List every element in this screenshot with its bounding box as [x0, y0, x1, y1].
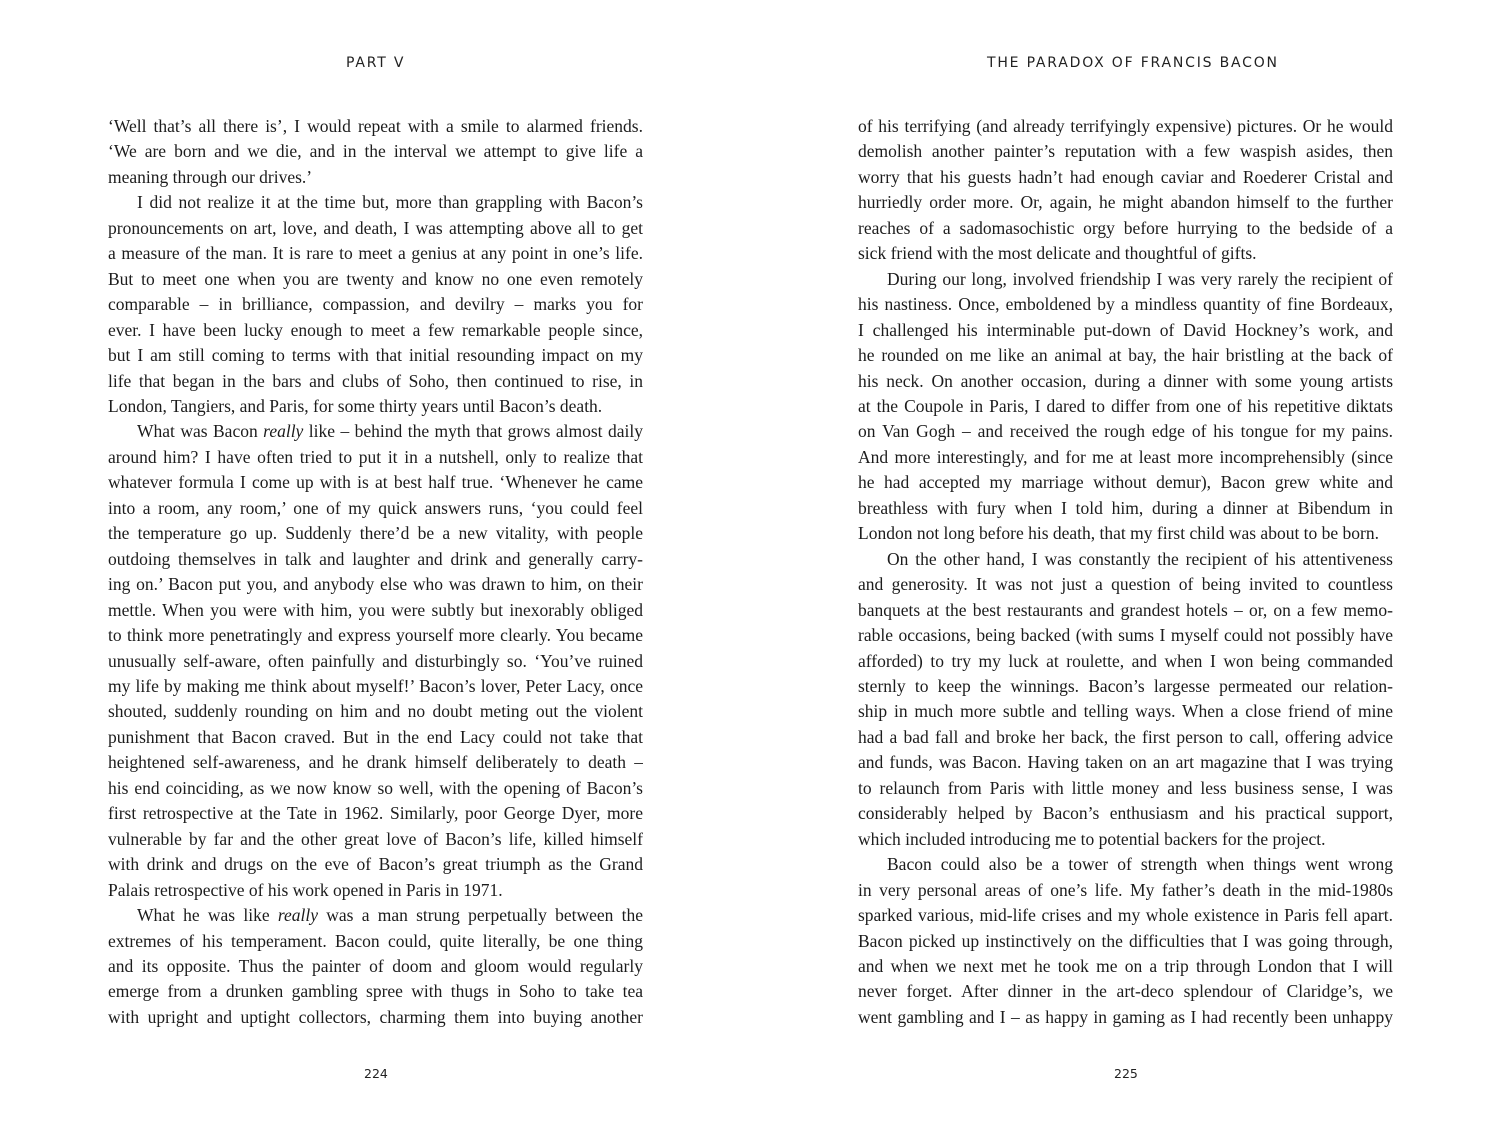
text-line: meaning through our drives.’ [108, 166, 313, 187]
text-line: emerge from a drunken gambling spree with thugs in Soho to take tea [108, 981, 643, 1002]
text-line: afforded) to try my luck at roulette, and when I won being commanded [858, 650, 1393, 671]
text-line: ever. I have been lucky enough to meet a few remarkable people since, [108, 319, 643, 340]
text-line: his end coinciding, as we now know so well, with the opening of Bacon’s [108, 777, 643, 798]
text-line: the temperature go up. Suddenly there’d be a new vitality, with people [108, 523, 643, 544]
text-line: rable occasions, being backed (with sums I myself could not possibly have [858, 625, 1393, 646]
text-line: had a bad fall and broke her back, the first person to call, offering advice [858, 726, 1393, 747]
text-line: sparked various, mid-life crises and my whole existence in Paris fell apart. [858, 905, 1393, 926]
text-line: on Van Gogh – and received the rough edge of his tongue for my pains. [858, 421, 1393, 442]
text-line: I challenged his interminable put-down of David Hockney’s work, and [858, 319, 1393, 340]
text-line: heightened self-awareness, and he drank himself deliberately to death – [108, 752, 643, 773]
text-line: During our long, involved friendship I was very rarely the recipient of [887, 268, 1393, 289]
page-number-left: 224 [364, 1066, 388, 1081]
text-line: On the other hand, I was constantly the recipient of his attentiveness [887, 548, 1393, 569]
text-line: ing on.’ Bacon put you, and anybody else who was drawn to him, on their [108, 574, 643, 595]
text-line: and generosity. It was not just a question of being invited to countless [858, 574, 1393, 595]
text-line: And more interestingly, and for me at least more incomprehensibly (since [858, 446, 1393, 467]
text-line: unusually self-aware, often painfully and disturbingly so. ‘You’ve ruined [108, 650, 643, 671]
text-line: a measure of the man. It is rare to meet a genius at any point in one’s life. [108, 243, 643, 264]
text-line: But to meet one when you are twenty and know no one even remotely [108, 268, 643, 289]
text-line: I did not realize it at the time but, more than grappling with Bacon’s [137, 192, 643, 213]
text-line: comparable – in brilliance, compassion, and devilry – marks you for [108, 294, 643, 315]
text-line: What was Bacon really like – behind the myth that grows almost daily [137, 421, 643, 442]
text-line: ‘We are born and we die, and in the interval we attempt to give life a [108, 141, 643, 162]
text-line: at the Coupole in Paris, I dared to differ from one of his repetitive diktats [858, 395, 1393, 416]
text-line: went gambling and I – as happy in gaming as I had recently been unhappy [858, 1006, 1393, 1027]
text-line: to think more penetratingly and express yourself more clearly. You became [108, 625, 643, 646]
text-line: and its opposite. Thus the painter of doom and gloom would regularly [108, 955, 643, 976]
running-head-right: THE PARADOX OF FRANCIS BACON [987, 55, 1279, 71]
text-line: to relaunch from Paris with little money and less business sense, I was [858, 777, 1393, 798]
text-line: Palais retrospective of his work opened in Paris in 1971. [108, 879, 503, 900]
text-line: he had accepted my marriage without demur), Bacon grew white and [858, 472, 1393, 493]
text-line: shouted, suddenly rounding on him and no doubt meting out the violent [108, 701, 643, 722]
text-line: his neck. On another occasion, during a dinner with some young artists [858, 370, 1393, 391]
text-line: of his terrifying (and already terrifyingly expensive) pictures. Or he would [858, 116, 1393, 136]
right-page [750, 0, 1500, 1148]
text-line: and when we next met he took me on a trip through London that I will [858, 955, 1393, 976]
text-line: my life by making me think about myself!’ Bacon’s lover, Peter Lacy, once [108, 675, 643, 696]
text-line: pronouncements on art, love, and death, I was attempting above all to get [108, 217, 643, 238]
text-line: sternly to keep the winnings. Bacon’s largesse permeated our relation- [858, 675, 1393, 696]
text-line: outdoing themselves in talk and laughter and drink and generally carry- [108, 548, 643, 569]
text-line: London not long before his death, that my first child was about to be born. [858, 523, 1380, 544]
text-line: banquets at the best restaurants and grandest hotels – or, on a few memo- [858, 599, 1393, 620]
text-line: ‘Well that’s all there is’, I would repeat with a smile to alarmed friends. [108, 116, 643, 136]
text-line: reaches of a sadomasochistic orgy before hurrying to the bedside of a [858, 217, 1393, 238]
text-line: life that began in the bars and clubs of Soho, then continued to rise, in [108, 370, 643, 391]
text-line: vulnerable by far and the other great love of Bacon’s life, killed himself [108, 828, 643, 849]
text-line: mettle. When you were with him, you were subtly but inexorably obliged [108, 599, 643, 620]
text-line: into a room, any room,’ one of my quick answers runs, ‘you could feel [108, 497, 643, 518]
body-text-right [858, 114, 1393, 1030]
page-number-right: 225 [1114, 1066, 1138, 1081]
text-line: ship in much more subtle and telling ways. When a close friend of mine [858, 701, 1393, 722]
text-line: and funds, was Bacon. Having taken on an art magazine that I was trying [858, 752, 1393, 773]
text-line: extremes of his temperament. Bacon could, quite literally, be one thing [108, 930, 643, 951]
body-text-left [108, 114, 643, 1030]
text-line: but I am still coming to terms with that initial resounding impact on my [108, 345, 643, 366]
running-head-left: PART V [346, 55, 406, 71]
text-line: with drink and drugs on the eve of Bacon’s great triumph as the Grand [108, 854, 643, 875]
text-line: What he was like really was a man strung perpetually between the [137, 905, 643, 926]
text-line: breathless with fury when I told him, during a dinner at Bibendum in [858, 497, 1393, 518]
text-line: which included introducing me to potential backers for the project. [858, 828, 1326, 849]
text-line: hurriedly order more. Or, again, he might abandon himself to the further [858, 192, 1393, 213]
text-line: whatever formula I come up with is at best half true. ‘Whenever he came [108, 472, 643, 493]
text-line: considerably helped by Bacon’s enthusiasm and his practical support, [858, 803, 1393, 824]
text-line: around him? I have often tried to put it in a nutshell, only to realize that [108, 446, 643, 467]
text-line: never forget. After dinner in the art-deco splendour of Claridge’s, we [858, 981, 1393, 1002]
text-line: Bacon picked up instinctively on the difficulties that I was going through, [858, 930, 1393, 951]
text-line: demolish another painter’s reputation with a few waspish asides, then [858, 141, 1393, 162]
text-line: punishment that Bacon craved. But in the end Lacy could not take that [108, 726, 643, 747]
text-line: Bacon could also be a tower of strength when things went wrong [887, 854, 1393, 875]
text-line: worry that his guests hadn’t had enough caviar and Roederer Cristal and [858, 166, 1393, 187]
text-line: his nastiness. Once, emboldened by a mindless quantity of fine Bordeaux, [858, 294, 1393, 315]
text-line: first retrospective at the Tate in 1962. Similarly, poor George Dyer, more [108, 803, 643, 824]
text-line: sick friend with the most delicate and thoughtful of gifts. [858, 243, 1257, 264]
text-line: with upright and uptight collectors, charming them into buying another [108, 1006, 643, 1027]
text-line: London, Tangiers, and Paris, for some thirty years until Bacon’s death. [108, 395, 603, 416]
text-line: in very personal areas of one’s life. My father’s death in the mid-1980s [858, 879, 1393, 900]
text-line: he rounded on me like an animal at bay, the hair bristling at the back of [858, 345, 1393, 366]
